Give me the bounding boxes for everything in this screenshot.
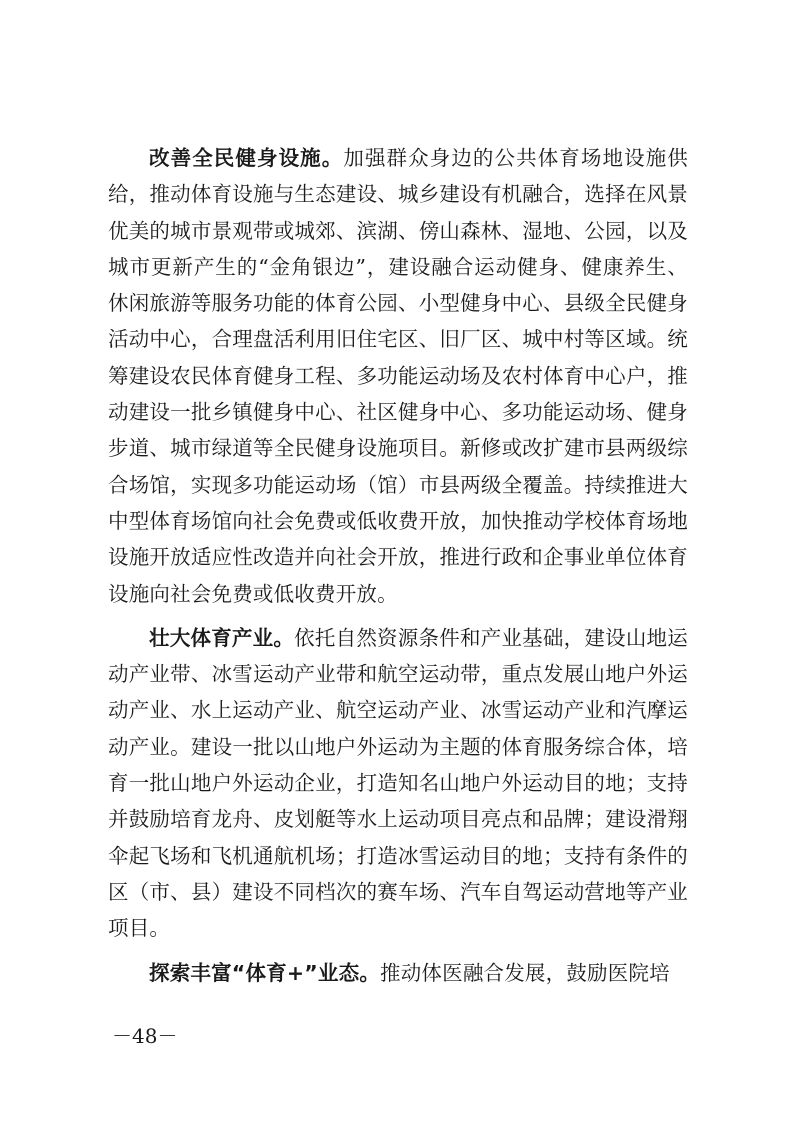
paragraph-fitness-facilities [108,140,688,612]
document-body [108,140,688,991]
paragraph-text: 推动体医融合发展，鼓励医院培 [380,960,670,985]
page-number: －48－ [112,1024,178,1048]
paragraph-text: 加强群众身边的公共体育场地设施供给，推动体育设施与生态建设、城乡建设有机融合，选择在风景优美的城市景观带或城郊、滨湖、傍山森林、湿地、公园，以及城市更新产生的“金角银边”，建设融合运动健身、健康养生、休闲旅游等服务功能的体育公园、小型健身中心、县级全民健身活动中心，合理盘活利用旧住宅区、旧厂区、城中村等区域。统筹建设农民体育健身工程、多功能运动场及农村体育中心户，推动建设一批乡镇健身中心、社区健身中心、多功能运动场、健身步道、城市绿道等全民健身设施项目。新修或改扩建市县两级综合场馆，实现多功能运动场（馆）市县两级全覆盖。持续推进大中型体育场馆向社会免费或低收费开放，加快推动学校体育场地设施开放适应性改造并向社会开放，推进行政和企事业单位体育设施向社会免费或低收费开放。 [108,146,688,606]
paragraph-sports-plus [108,955,688,991]
paragraph-heading: 壮大体育产业。 [149,625,295,650]
paragraph-heading: 改善全民健身设施。 [149,146,344,170]
paragraph-heading: 探索丰富“体育+”业态。 [149,960,381,985]
paragraph-text: 依托自然资源条件和产业基础，建设山地运动产业带、冰雪运动产业带和航空运动带，重点发展山地户外运动产业、水上运动产业、航空运动产业、冰雪运动产业和汽摩运动产业。建设一批以山地户外运动为主题的体育服务综合体，培育一批山地户外运动企业，打造知名山地户外运动目的地；支持并鼓励培育龙舟、皮划艇等水上运动项目亮点和品牌；建设滑翔伞起飞场和飞机通航机场；打造冰雪运动目的地；支持有条件的区（市、县）建设不同档次的赛车场、汽车自驾运动营地等产业项目。 [108,625,688,941]
paragraph-sports-industry [108,620,688,947]
